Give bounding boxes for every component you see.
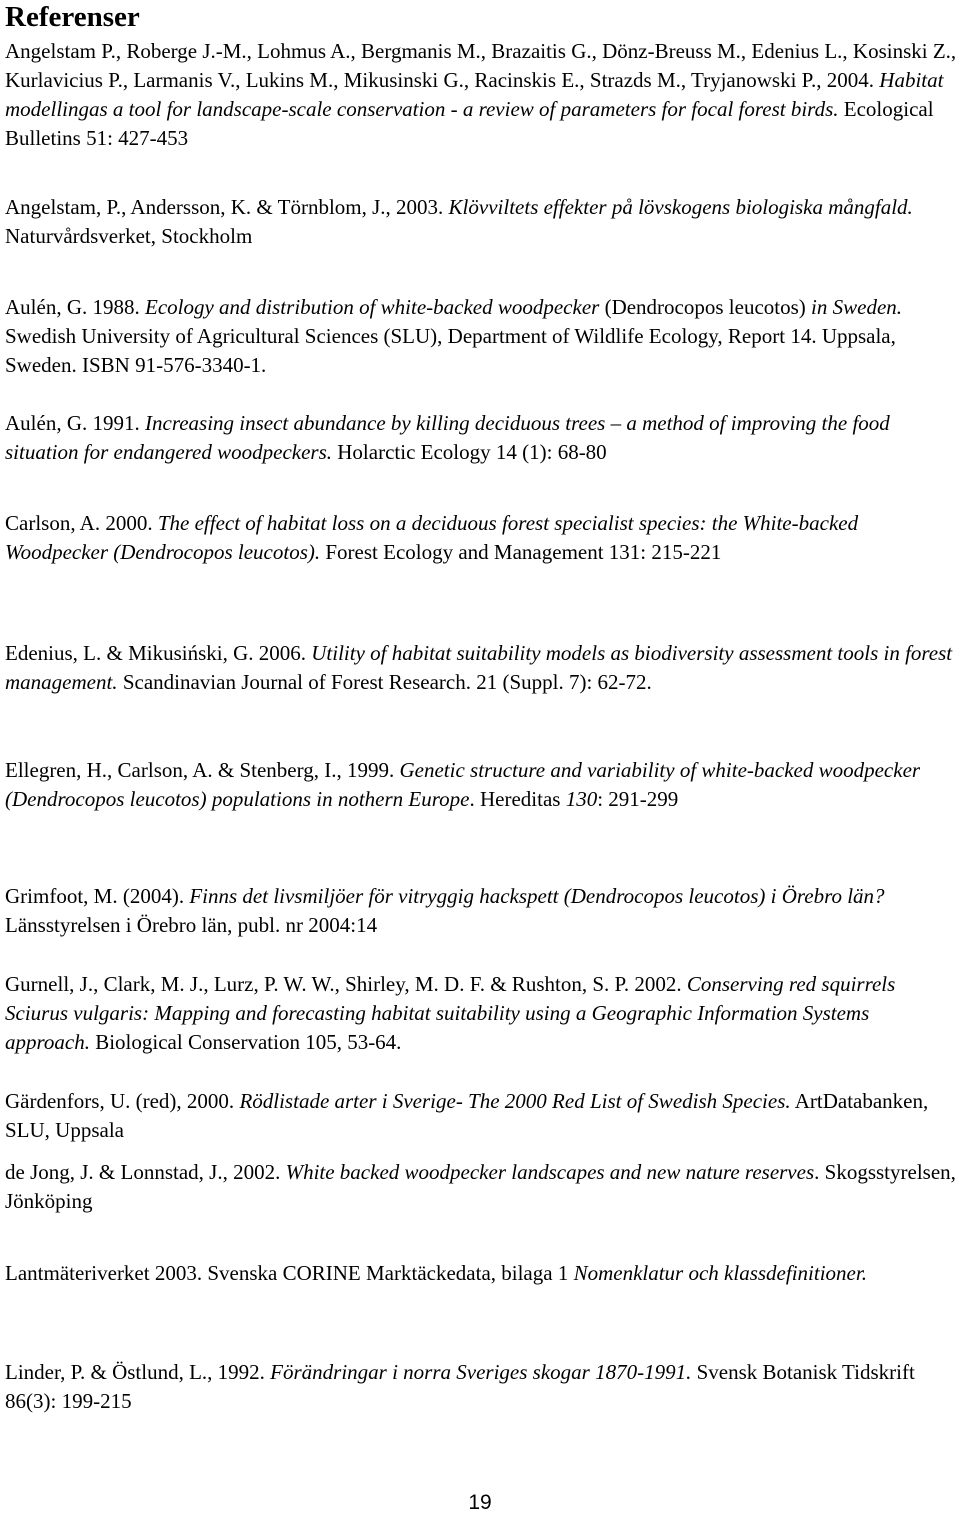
reference-text: Angelstam, P., Andersson, K. & Törnblom, J., 2003. <box>5 195 449 219</box>
reference-text: Aulén, G. 1988. <box>5 295 145 319</box>
reference-text: Holarctic Ecology 14 (1): 68-80 <box>332 440 607 464</box>
reference-text: Linder, P. & Östlund, L., 1992. <box>5 1360 271 1384</box>
reference-title-italic: Conserving red squirrels Sciurus vulgaris: Mapping and forecasting habitat suitability using a Geographic Information Systems approach. <box>5 972 896 1054</box>
reference-text: Carlson, A. 2000. <box>5 511 158 535</box>
reference-text: Forest Ecology and Management 131: 215-221 <box>320 540 722 564</box>
reference-title-italic: Finns det livsmiljöer för vitryggig hackspett (Dendrocopos leucotos) i Örebro län? <box>189 884 885 908</box>
reference-entry <box>5 882 957 940</box>
reference-entry <box>5 1259 957 1288</box>
reference-title-italic: Increasing insect abundance by killing deciduous trees – a method of improving the food situation for endangered woodpeckers. <box>5 411 890 464</box>
reference-entry <box>5 509 957 567</box>
page-number: 19 <box>468 1491 492 1514</box>
reference-text: Edenius, L. & Mikusiński, G. 2006. <box>5 641 312 665</box>
reference-text: : 291-299 <box>597 787 679 811</box>
reference-text: Biological Conservation 105, 53-64. <box>89 1030 402 1054</box>
reference-text: (Dendrocopos leucotos) <box>599 295 812 319</box>
reference-text: Svensk Botanisk Tidskrift 86(3): 199-215 <box>5 1360 915 1413</box>
reference-title-italic: in Sweden. <box>811 295 903 319</box>
reference-entry <box>5 1358 957 1416</box>
reference-title-italic: White backed woodpecker landscapes and new nature reserves <box>285 1160 815 1184</box>
reference-entry <box>5 639 957 697</box>
reference-text: Angelstam P., Roberge J.-M., Lohmus A., Bergmanis M., Brazaitis G., Dönz-Breuss M., Edenius L., Kosinski Z., Kurlavicius P., Larmanis V., Lukins M., Mikusinski G., Racinskis E., Strazds M., Tryjanowski P., 2004. <box>5 39 957 92</box>
reference-text: Gurnell, J., Clark, M. J., Lurz, P. W. W., Shirley, M. D. F. & Rushton, S. P. 2002. <box>5 972 687 996</box>
reference-entry <box>5 37 957 153</box>
reference-text: Lantmäteriverket 2003. Svenska CORINE Marktäckedata, bilaga 1 <box>5 1261 574 1285</box>
reference-text: Länsstyrelsen i Örebro län, publ. nr 2004:14 <box>5 913 378 937</box>
reference-title-italic: Habitat modellingas a tool for landscape-scale conservation - a review of parameters for focal forest birds. <box>5 68 944 121</box>
reference-entry <box>5 1087 957 1145</box>
reference-text: de Jong, J. & Lonnstad, J., 2002. <box>5 1160 286 1184</box>
reference-text: Naturvårdsverket, Stockholm <box>5 224 253 248</box>
reference-entry <box>5 409 957 467</box>
reference-text: Scandinavian Journal of Forest Research. 21 (Suppl. 7): 62-72. <box>117 670 652 694</box>
reference-entry <box>5 293 957 380</box>
reference-text: Grimfoot, M. (2004). <box>5 884 190 908</box>
reference-title-italic: Genetic structure and variability of white-backed woodpecker (Dendrocopos leucotos) populations in nothern Europe <box>5 758 921 811</box>
reference-title-italic: Utility of habitat suitability models as biodiversity assessment tools in forest management. <box>5 641 953 694</box>
reference-title-italic: Ecology and distribution of white-backed woodpecker <box>145 295 600 319</box>
reference-title-italic: Rödlistade arter i Sverige- The 2000 Red List of Swedish Species. <box>239 1089 791 1113</box>
reference-text: Gärdenfors, U. (red), 2000. <box>5 1089 240 1113</box>
reference-title-italic: The effect of habitat loss on a deciduous forest specialist species: the White-backed Woodpecker (Dendrocopos leucotos). <box>5 511 859 564</box>
reference-text: . Hereditas <box>469 787 566 811</box>
reference-entry <box>5 1158 957 1216</box>
reference-text: Ellegren, H., Carlson, A. & Stenberg, I., 1999. <box>5 758 400 782</box>
reference-title-italic: Klövviltets effekter på lövskogens biologiska mångfald. <box>448 195 913 219</box>
reference-title-italic: Nomenklatur och klassdefinitioner. <box>573 1261 867 1285</box>
reference-title-italic: 130 <box>565 787 598 811</box>
reference-text: Swedish University of Agricultural Sciences (SLU), Department of Wildlife Ecology, Report 14. Uppsala, Sweden. ISBN 91-576-3340-1. <box>5 324 896 377</box>
reference-text: . Skogsstyrelsen, Jönköping <box>5 1160 956 1213</box>
reference-entry <box>5 193 957 251</box>
reference-title-italic: Förändringar i norra Sveriges skogar 1870-1991. <box>270 1360 692 1384</box>
section-heading: Referenser <box>5 1 140 33</box>
reference-text: Ecological Bulletins 51: 427-453 <box>5 97 934 150</box>
reference-entry <box>5 756 957 814</box>
reference-entry <box>5 970 957 1057</box>
reference-text: ArtDatabanken, SLU, Uppsala <box>5 1089 929 1142</box>
reference-text: Aulén, G. 1991. <box>5 411 145 435</box>
